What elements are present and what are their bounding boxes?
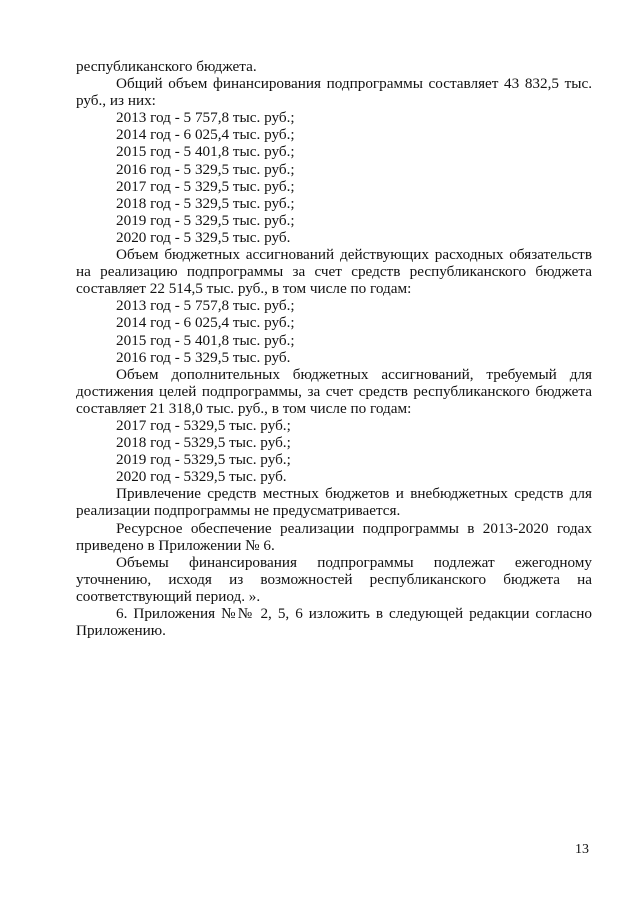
- year-line: 2017 год - 5329,5 тыс. руб.;: [116, 416, 291, 434]
- text-line: составляет 22 514,5 тыс. руб., в том числе по годам:: [76, 280, 412, 298]
- year-line: 2018 год - 5329,5 тыс. руб.;: [116, 434, 291, 452]
- year-line: 2019 год - 5329,5 тыс. руб.;: [116, 451, 291, 469]
- text-line: соответствующий период. ».: [76, 587, 261, 605]
- text-line: достижения целей подпрограммы, за счет средств республиканского бюджета: [76, 382, 592, 400]
- text-line: составляет 21 318,0 тыс. руб., в том числе по годам:: [76, 399, 412, 417]
- text-line: 6. Приложения №№ 2, 5, 6 изложить в следующей редакции согласно: [116, 605, 592, 622]
- text-line: Объем дополнительных бюджетных ассигнований, требуемый для: [116, 365, 592, 383]
- page-number: 13: [575, 842, 589, 857]
- text-line: руб., из них:: [76, 92, 156, 110]
- year-line: 2017 год - 5 329,5 тыс. руб.;: [116, 177, 295, 195]
- year-line: 2020 год - 5329,5 тыс. руб.: [116, 468, 287, 486]
- year-line: 2014 год - 6 025,4 тыс. руб.;: [116, 126, 295, 144]
- year-line: 2014 год - 6 025,4 тыс. руб.;: [116, 314, 295, 332]
- year-line: 2015 год - 5 401,8 тыс. руб.;: [116, 143, 295, 161]
- year-line: 2018 год - 5 329,5 тыс. руб.;: [116, 194, 295, 212]
- year-line: 2013 год - 5 757,8 тыс. руб.;: [116, 297, 295, 315]
- text-line: республиканского бюджета.: [76, 58, 257, 75]
- text-line: Объемы финансирования подпрограммы подлежат ежегодному: [116, 553, 592, 571]
- year-line: 2019 год - 5 329,5 тыс. руб.;: [116, 211, 295, 229]
- year-line: 2020 год - 5 329,5 тыс. руб.: [116, 228, 291, 246]
- text-line: Приложению.: [76, 622, 166, 640]
- year-line: 2015 год - 5 401,8 тыс. руб.;: [116, 331, 295, 349]
- text-line: приведено в Приложении № 6.: [76, 536, 275, 554]
- text-line: уточнению, исходя из возможностей республиканского бюджета на: [76, 570, 592, 588]
- text-line: Ресурсное обеспечение реализации подпрограммы в 2013-2020 годах: [116, 519, 592, 537]
- year-line: 2016 год - 5 329,5 тыс. руб.: [116, 348, 291, 366]
- document-body: [76, 58, 592, 639]
- text-line: Общий объем финансирования подпрограммы составляет 43 832,5 тыс.: [116, 75, 592, 93]
- text-line: реализации подпрограммы не предусматривается.: [76, 502, 401, 520]
- text-line: Привлечение средств местных бюджетов и внебюджетных средств для: [116, 485, 592, 503]
- year-line: 2013 год - 5 757,8 тыс. руб.;: [116, 109, 295, 127]
- text-line: на реализацию подпрограммы за счет средств республиканского бюджета: [76, 263, 592, 281]
- year-line: 2016 год - 5 329,5 тыс. руб.;: [116, 160, 295, 178]
- text-line: Объем бюджетных ассигнований действующих расходных обязательств: [116, 246, 592, 264]
